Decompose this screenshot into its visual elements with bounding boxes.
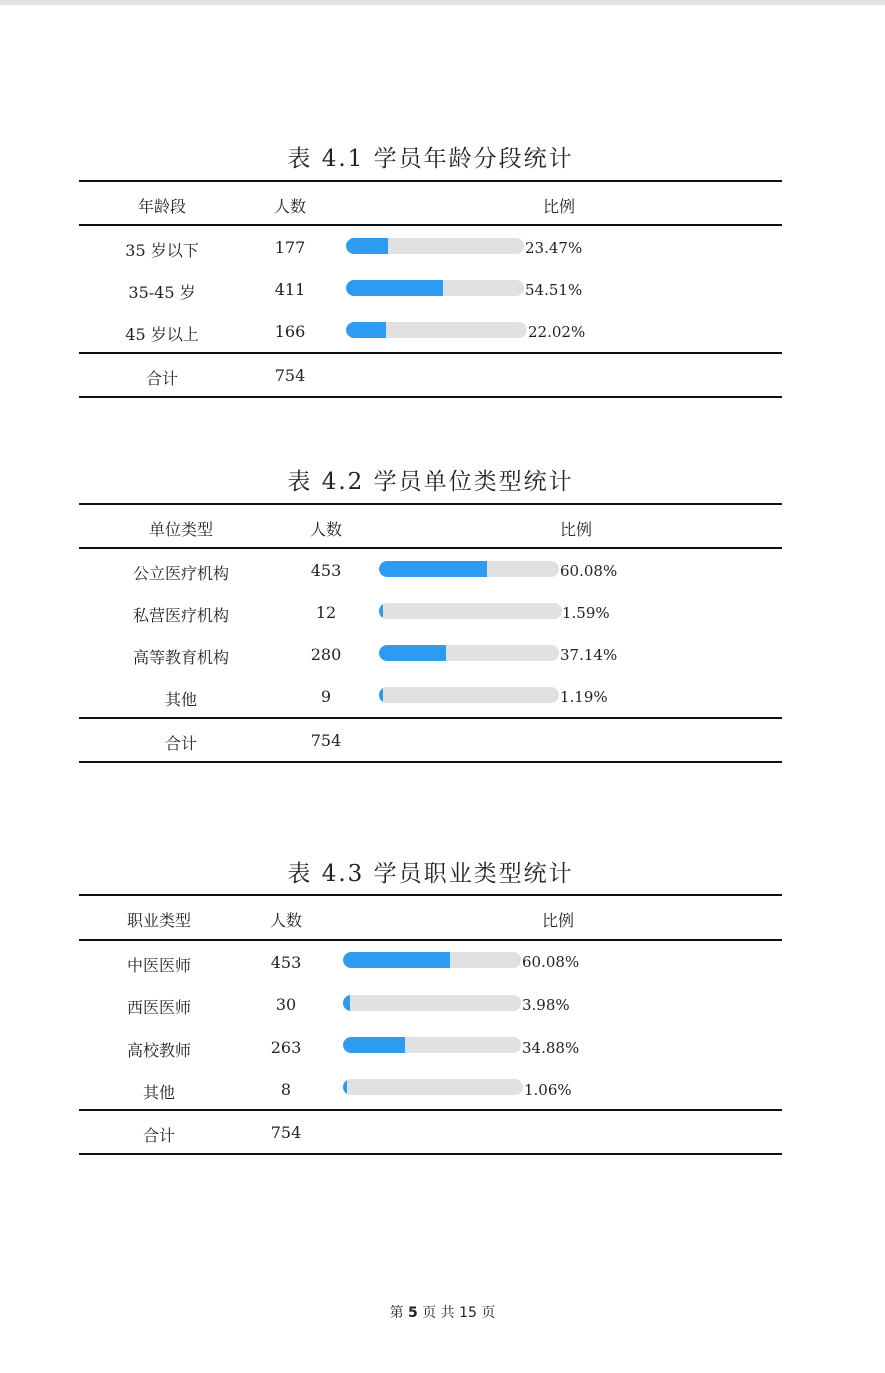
row-count: 166 — [274, 322, 306, 341]
total-rule — [79, 717, 782, 719]
ratio-bar-fill — [346, 322, 386, 338]
header-col-2: 人数 — [269, 911, 303, 930]
row-count: 12 — [315, 603, 337, 622]
row-label: 公立医疗机构 — [132, 564, 230, 583]
row-label: 35-45 岁 — [128, 283, 196, 302]
header-col-1: 年龄段 — [137, 197, 187, 216]
total-label: 合计 — [164, 734, 198, 753]
row-percent: 22.02% — [528, 323, 586, 341]
total-rule — [79, 1109, 782, 1111]
ratio-bar — [343, 1079, 523, 1095]
row-percent: 34.88% — [522, 1039, 580, 1057]
header-col-1: 单位类型 — [148, 520, 214, 539]
row-count: 9 — [320, 687, 332, 706]
table-title: 表 4.2 学员单位类型统计 — [287, 469, 574, 495]
ratio-bar — [346, 322, 527, 338]
ratio-bar — [379, 561, 559, 577]
row-percent: 37.14% — [560, 646, 618, 664]
footer-prefix: 第 — [389, 1305, 404, 1321]
ratio-bar-fill — [379, 645, 446, 661]
row-percent: 1.06% — [524, 1081, 572, 1099]
ratio-bar-fill — [346, 280, 443, 296]
row-label: 35 岁以下 — [125, 241, 199, 260]
row-label: 其他 — [142, 1083, 176, 1102]
row-label: 西医医师 — [126, 998, 192, 1017]
header-col-2: 人数 — [273, 197, 307, 216]
total-count: 754 — [274, 366, 306, 385]
row-count: 8 — [280, 1080, 292, 1099]
header-col-3: 比例 — [559, 520, 593, 539]
ratio-bar-fill — [379, 561, 487, 577]
ratio-bar — [343, 1037, 521, 1053]
top-rule — [79, 180, 782, 182]
row-count: 411 — [274, 280, 306, 299]
row-label: 私营医疗机构 — [132, 606, 230, 625]
table-title: 表 4.3 学员职业类型统计 — [287, 861, 574, 887]
total-count: 754 — [270, 1123, 302, 1142]
footer-suffix: 页 — [481, 1305, 496, 1321]
ratio-bar — [379, 687, 559, 703]
row-count: 453 — [310, 561, 342, 580]
row-count: 453 — [270, 953, 302, 972]
current-page-number: 5 — [408, 1305, 418, 1321]
total-rule — [79, 352, 782, 354]
header-col-3: 比例 — [542, 197, 576, 216]
top-rule — [79, 503, 782, 505]
table-title: 表 4.1 学员年龄分段统计 — [287, 146, 574, 172]
header-rule — [79, 939, 782, 941]
ratio-bar — [346, 280, 524, 296]
bottom-rule — [79, 396, 782, 398]
row-percent: 1.19% — [560, 688, 608, 706]
total-count: 754 — [310, 731, 342, 750]
total-label: 合计 — [142, 1126, 176, 1145]
row-label: 高等教育机构 — [132, 648, 230, 667]
ratio-bar-fill — [343, 1037, 405, 1053]
row-count: 263 — [270, 1038, 302, 1057]
row-count: 177 — [274, 238, 306, 257]
row-percent: 60.08% — [522, 953, 580, 971]
row-percent: 1.59% — [562, 604, 610, 622]
row-percent: 60.08% — [560, 562, 618, 580]
row-count: 30 — [275, 995, 297, 1014]
ratio-bar-fill — [346, 238, 388, 254]
ratio-bar — [346, 238, 524, 254]
row-label: 高校教师 — [126, 1041, 192, 1060]
header-col-2: 人数 — [309, 520, 343, 539]
header-rule — [79, 547, 782, 549]
total-label: 合计 — [145, 369, 179, 388]
row-label: 45 岁以上 — [125, 325, 199, 344]
ratio-bar — [379, 645, 559, 661]
ratio-bar-fill — [343, 1079, 347, 1095]
row-label: 其他 — [164, 690, 198, 709]
ratio-bar-fill — [379, 687, 383, 703]
bottom-rule — [79, 761, 782, 763]
ratio-bar — [343, 995, 521, 1011]
top-edge-bar — [0, 0, 885, 5]
table-occupation-types — [79, 855, 782, 1160]
row-label: 中医医师 — [126, 956, 192, 975]
header-rule — [79, 224, 782, 226]
ratio-bar-fill — [343, 995, 350, 1011]
page-footer — [0, 1302, 885, 1322]
row-percent: 54.51% — [525, 281, 583, 299]
top-rule — [79, 894, 782, 896]
footer-middle: 页 共 — [422, 1305, 455, 1321]
total-pages: 15 — [459, 1305, 477, 1321]
row-percent: 23.47% — [525, 239, 583, 257]
header-col-3: 比例 — [541, 911, 575, 930]
ratio-bar-fill — [379, 603, 383, 619]
table-unit-types — [79, 463, 782, 768]
header-col-1: 职业类型 — [126, 911, 192, 930]
ratio-bar-fill — [343, 952, 450, 968]
ratio-bar — [379, 603, 562, 619]
ratio-bar — [343, 952, 521, 968]
row-percent: 3.98% — [522, 996, 570, 1014]
table-age-groups — [79, 140, 782, 400]
row-count: 280 — [310, 645, 342, 664]
bottom-rule — [79, 1153, 782, 1155]
